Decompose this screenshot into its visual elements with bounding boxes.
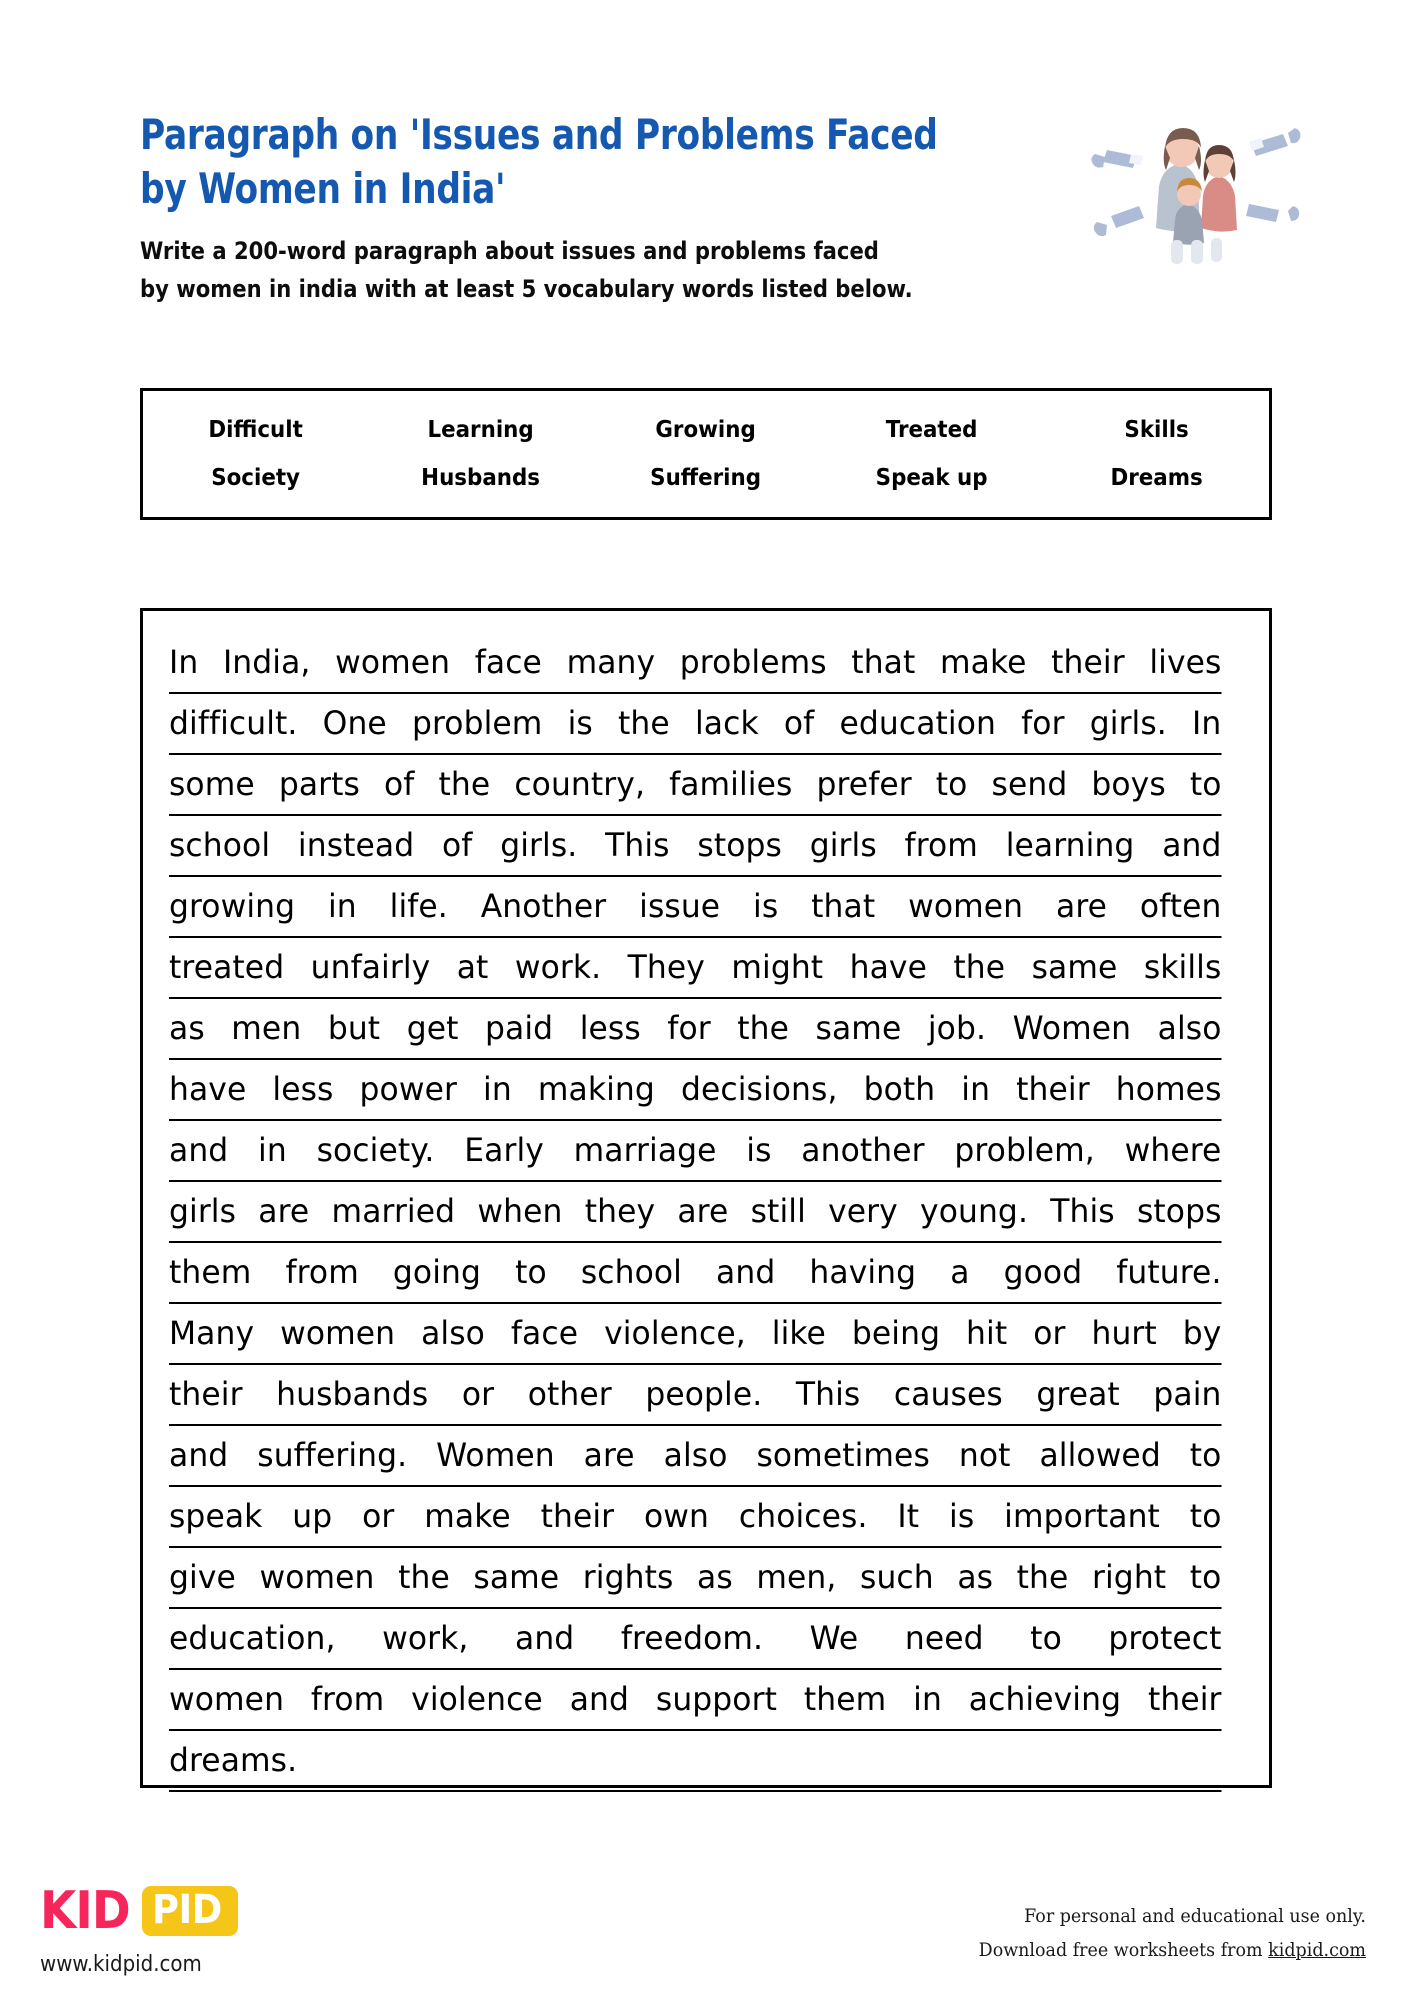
word-bank-row [143,454,1269,502]
instruction-line2: by women in india with at least 5 vocabulary words listed below. [140,275,913,304]
paragraph-line: have less power in making decisions, both in their homes [169,1060,1222,1121]
footer-note-prefix: Download free worksheets from [978,1938,1269,1961]
footer-attribution [979,1900,1366,1968]
kidpid-link[interactable]: kidpid.com [1268,1938,1366,1961]
paragraph-lines-container [169,633,1243,1792]
vocabulary-word-bank [140,388,1272,520]
paragraph-line: In India, women face many problems that make their lives [169,633,1222,694]
logo-pid-badge [142,1886,238,1936]
paragraph-line: dreams. [169,1731,1222,1792]
logo-pid-text: PID [151,1887,222,1933]
paragraph-line: women from violence and support them in achieving their [169,1670,1222,1731]
page-title-line2: by Women in India' [140,163,506,213]
paragraph-line: education, work, and freedom. We need to protect [169,1609,1222,1670]
page-title-line1: Paragraph on 'Issues and Problems Faced [140,110,938,159]
paragraph-line: give women the same rights as men, such as the right to [169,1548,1222,1609]
vocab-word: Suffering [650,465,762,491]
women-pointing-fingers-illustration [1087,98,1302,283]
vocab-word: Speak up [875,465,988,491]
paragraph-line: growing in life. Another issue is that women are often [169,877,1222,938]
paragraph-line: speak up or make their own choices. It is important to [169,1487,1222,1548]
logo-website-url: www.kidpid.com [40,1952,202,1977]
vocab-word: Dreams [1110,465,1203,491]
vocab-word: Learning [427,417,534,443]
footer-note-line1: For personal and educational use only. [1024,1905,1366,1927]
paragraph-line: some parts of the country, families prefer to send boys to [169,755,1222,816]
page-title [140,108,976,216]
worksheet-header [140,108,1140,309]
paragraph-line: as men but get paid less for the same job. Women also [169,999,1222,1060]
paragraph-line: school instead of girls. This stops girls from learning and [169,816,1222,877]
vocab-word: Growing [655,417,757,443]
paragraph-line: girls are married when they are still very young. This stops [169,1182,1222,1243]
footer-note-line2 [979,1934,1366,1968]
logo-mark [40,1880,300,1942]
paragraph-line: them from going to school and having a good future. [169,1243,1222,1304]
paragraph-line: difficult. One problem is the lack of education for girls. In [169,694,1222,755]
paragraph-line: treated unfairly at work. They might have the same skills [169,938,1222,999]
paragraph-line: their husbands or other people. This causes great pain [169,1365,1222,1426]
vocab-word: Husbands [421,465,541,491]
vocab-word: Skills [1124,417,1189,443]
instruction-line1: Write a 200-word paragraph about issues and problems faced [140,236,879,265]
instruction-text [140,232,1029,310]
word-bank-row [143,406,1269,454]
paragraph-line: and in society. Early marriage is another problem, where [169,1121,1222,1182]
paragraph-answer-box[interactable] [140,608,1272,1788]
kidpid-logo[interactable] [40,1880,300,1977]
vocab-word: Treated [885,417,978,443]
paragraph-line: Many women also face violence, like being hit or hurt by [169,1304,1222,1365]
paragraph-line: and suffering. Women are also sometimes not allowed to [169,1426,1222,1487]
vocab-word: Society [211,465,301,491]
vocab-word: Difficult [208,417,303,443]
logo-kid-text: KID [40,1881,130,1941]
